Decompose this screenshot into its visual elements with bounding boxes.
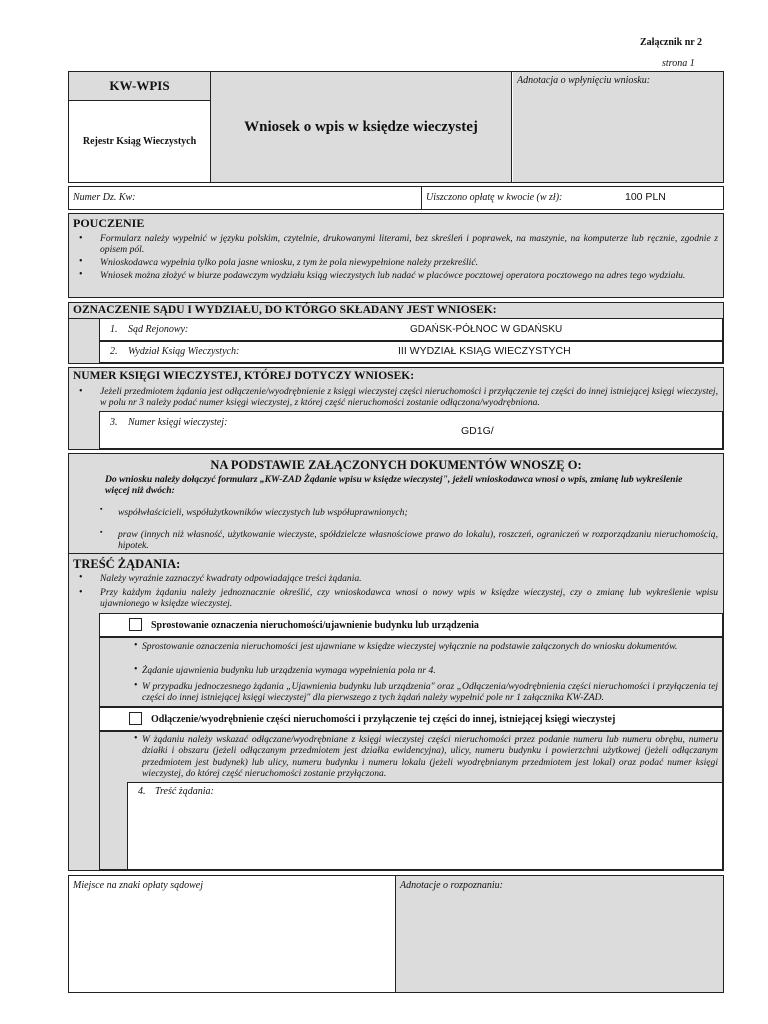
court-row-label: Sąd Rejonowy: [128,324,189,335]
book-note: Jeżeli przedmiotem żądania jest odłączenie/wyodrębnienie z księgi wieczystej części nieruchomości i przyłączenie tej części do innej istniejącej księgi wieczystej, w polu nr 3 należy podać numer księgi wieczystej, z której część nieruchomości zostanie odłączona/wyodrębniona. [100,386,718,409]
court-row-number: 2. [110,346,118,357]
option-1-note: Żądanie ujawnienia budynku lub urządzenia wymaga wypełnienia pola nr 4. [142,665,436,676]
request-item: Przy każdym żądaniu należy jednoznacznie określić, czy wnioskodawca wnosi o nowy wpis w księdze wieczystej, czy o zmianę lub wykreślenie wpisu ujawnionego w księdze wieczystej. [100,587,718,610]
court-row-number: 1. [110,324,118,335]
book-field-label: Numer księgi wieczystej: [128,417,228,428]
attachment-label: Załącznik nr 2 [640,37,703,48]
annotation-label: Adnotacja o wpłynięciu wniosku: [517,75,651,86]
request-item: Należy wyraźnie zaznaczyć kwadraty odpowiadające treści żądania. [100,573,362,584]
fee-value[interactable]: 100 PLN [625,191,666,203]
bullet-dot: • [134,680,138,691]
bullet-dot: • [134,640,138,651]
request-content-field[interactable] [127,782,723,870]
court-row-value: GDAŃSK-PÓŁNOC W GDAŃSKU [410,324,563,335]
stamps-label: Miejsce na znaki opłaty sądowej [73,880,203,891]
option-1-note: W przypadku jednoczesnego żądania „Ujawnienia budynku lub urządzenia" oraz „Odłączenia/wyodrębnienia części nieruchomości i przyłączenia tej części do innej istniejącej księgi wieczystej" dla pierwszego z tych żądań należy wypełnić pole nr 1 załącznika KW-ZAD. [142,681,718,704]
court-heading: OZNACZENIE SĄDU I WYDZIAŁU, DO KTÓRGO SKŁADANY JEST WNIOSEK: [73,304,497,316]
bullet-dot: • [79,269,83,280]
stamps-field[interactable] [69,876,395,992]
journal-divider [421,187,422,209]
bullet-dot: • [79,233,83,244]
documents-heading-text: NA PODSTAWIE ZAŁĄCZONYCH DOKUMENTÓW WNOSZĘ O: [210,457,582,472]
journal-number-field[interactable] [69,187,421,209]
bullet-dot: • [79,386,83,397]
instruction-item: Wniosek można złożyć w biurze podawczym wydziału ksiąg wieczystych lub nadać w placówce pocztowej operatora pocztowego na adres tego wydziału. [100,270,686,281]
court-row-label: Wydział Ksiąg Wieczystych: [128,346,240,357]
square-bullet: ▪ [100,505,103,513]
acknowledge-field[interactable] [395,876,723,992]
book-heading: NUMER KSIĘGI WIECZYSTEJ, KTÓREJ DOTYCZY WNIOSEK: [73,370,415,382]
book-field-value: GD1G/ [461,425,494,437]
documents-item: praw (innych niż własność, użytkowanie wieczyste, spółdzielcze własnościowe prawo do lokalu), roszczeń, ograniczeń w rozporządzaniu nieruchomością, hipotek. [118,529,718,552]
square-bullet: ▪ [100,528,103,536]
instruction-heading: POUCZENIE [73,216,145,230]
instruction-item: Wnioskodawca wypełnia tylko pola jasne wniosku, z tym że pola niewypełnione należy przekreślić. [100,257,478,268]
documents-heading [69,457,723,473]
annotation-field[interactable] [513,72,723,182]
option-2-label: Odłączenie/wyodrębnienie części nieruchomości i przyłączenie tej części do innej, istniejącej księgi wieczystej [151,714,616,725]
bullet-dot: • [134,664,138,675]
book-field-number: 3. [110,417,118,428]
form-code [69,72,210,101]
request-heading: TREŚĆ ŻĄDANIA: [73,557,181,571]
option-1-checkbox[interactable] [129,618,142,631]
documents-rule [69,553,723,554]
documents-item: współwłaścicieli, współużytkowników wieczystych lub współuprawnionych; [118,507,408,518]
court-row-value: III WYDZIAŁ KSIĄG WIECZYSTYCH [398,345,571,357]
bullet-dot: • [79,572,83,583]
field-4-number: 4. [138,786,146,797]
field-4-label: Treść żądania: [155,786,214,797]
bullet-dot: • [79,587,83,598]
option-1-note: Sprostowanie oznaczenia nieruchomości jest ujawniane w księdze wieczystej wyłącznie na podstawie załączonych do wniosku dokumentów. [142,641,678,652]
option-2-note: W żądaniu należy wskazać odłączane/wyodrębniane z księgi wieczystej części nieruchomości przez podanie numeru lub numeru obrębu, numeru działki i obszaru (jeżeli odłączanym przedmiotem jest działka ewidencyjna), ulicy, numeru budynku i powierzchni użytkowej (jeżeli odłączanym przedmiotem jest budynek) lub ulicy, numeru budynku i numeru lokalu (jeżeli wyodrębnianym przedmiotem jest lokal) oraz podać numer księgi wieczystej, do której część nieruchomości zostanie przyłączona. [142,734,718,780]
page-number: strona 1 [662,58,695,69]
bullet-dot: • [79,256,83,267]
bullet-dot: • [134,733,138,744]
form-code-text: KW-WPIS [109,78,170,93]
option-2-checkbox[interactable] [129,712,142,725]
form-title-text: Wniosek o wpis w księdze wieczystej [244,118,478,135]
documents-intro: Do wniosku należy dołączyć formularz „KW-ZAD Żądanie wpisu w księdze wieczystej", jeżeli wnioskodawca wnosi o wpis, zmianę lub wykreślenie więcej niż dwóch: [105,474,683,497]
fee-label: Uiszczono opłatę w kwocie (w zł): [426,192,563,203]
acknowledge-label: Adnotacje o rozpoznaniu: [400,880,503,891]
form-title [210,72,512,182]
register-name [69,102,210,182]
option-1-label: Sprostowanie oznaczenia nieruchomości/ujawnienie budynku lub urządzenia [151,620,479,631]
register-name-text: Rejestr Ksiąg Wieczystych [82,136,197,147]
instruction-item: Formularz należy wypełnić w języku polskim, czytelnie, drukowanymi literami, bez skreśleń i poprawek, na maszynie, na komputerze lub ręcznie, zgodnie z opisem pól. [100,233,718,256]
journal-number-label: Numer Dz. Kw: [73,192,136,203]
